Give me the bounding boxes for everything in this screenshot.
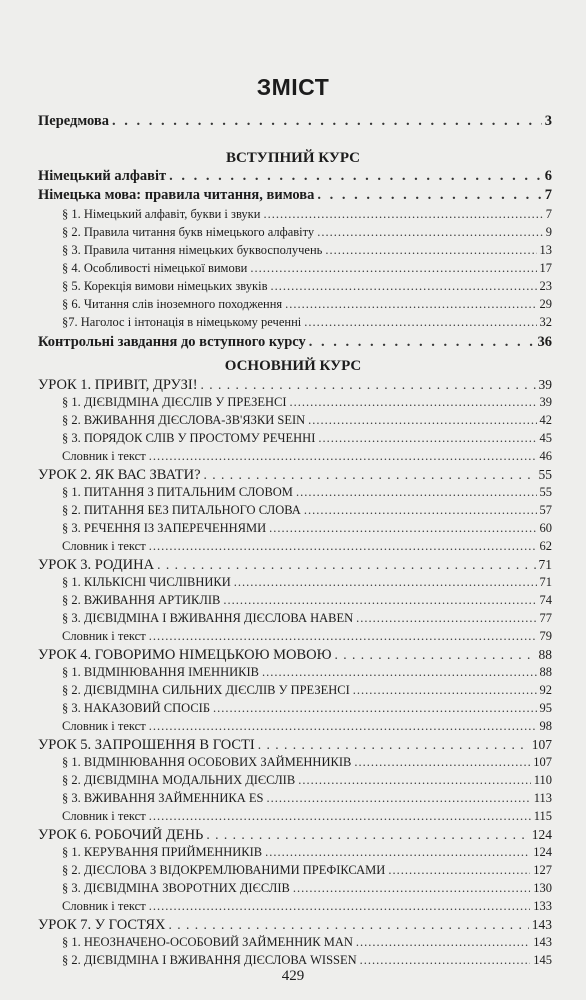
toc-subentry: § 2. ВЖИВАННЯ АРТИКЛІВ ..... 74 [38, 593, 552, 611]
toc-subentry: § 2. ДІЄСЛОВА З ВІДОКРЕМЛЮВАНИМИ ПРЕФІКСАМИ ..... 127 [38, 863, 552, 881]
toc-subentry: § 4. Особливості німецької вимови ..... 17 [38, 261, 552, 279]
toc-lesson: УРОК 2. ЯК ВАС ЗВАТИ? . . . 55 [38, 467, 552, 485]
toc-lesson: УРОК 4. ГОВОРИМО НІМЕЦЬКОЮ МОВОЮ . . . 88 [38, 647, 552, 665]
toc-subentry: Словник і текст ..... 98 [38, 719, 552, 737]
toc-subentry: § 1. ВІДМІНЮВАННЯ ОСОБОВИХ ЗАЙМЕННИКІВ ..... 107 [38, 755, 552, 773]
toc-subentry: § 3. ПОРЯДОК СЛІВ У ПРОСТОМУ РЕЧЕННІ ..... 45 [38, 431, 552, 449]
toc-subentry: § 3. Правила читання німецьких буквосполучень ..... 13 [38, 243, 552, 261]
toc-subentry: § 6. Читання слів іноземного походження ..... 29 [38, 297, 552, 315]
toc-subentry: § 3. ВЖИВАННЯ ЗАЙМЕННИКА ES ..... 113 [38, 791, 552, 809]
toc-subentry: § 1. КІЛЬКІСНІ ЧИСЛІВНИКИ ..... 71 [38, 575, 552, 593]
toc-lesson: УРОК 6. РОБОЧИЙ ДЕНЬ . . . 124 [38, 827, 552, 845]
toc-lesson: УРОК 7. У ГОСТЯХ . . . 143 [38, 917, 552, 935]
toc-entry: Німецький алфавіт . . . 6 [38, 168, 552, 188]
toc-subentry: § 2. ПИТАННЯ БЕЗ ПИТАЛЬНОГО СЛОВА ..... 57 [38, 503, 552, 521]
toc-subentry: § 2. ДІЄВІДМІНА І ВЖИВАННЯ ДІЄСЛОВА WISSEN ..... 145 [38, 953, 552, 971]
toc-entry: Контрольні завдання до вступного курсу . . . 36 [38, 334, 552, 354]
toc-subentry: § 1. ДІЄВІДМІНА ДІЄСЛІВ У ПРЕЗЕНСІ ..... 39 [38, 395, 552, 413]
toc-subentry: § 3. РЕЧЕННЯ ІЗ ЗАПЕРЕЧЕННЯМИ ..... 60 [38, 521, 552, 539]
toc-subentry: § 2. ДІЄВІДМІНА МОДАЛЬНИХ ДІЄСЛІВ ..... 110 [38, 773, 552, 791]
toc-subentry: § 1. НЕОЗНАЧЕНО-ОСОБОВИЙ ЗАЙМЕННИК MAN ..... 143 [38, 935, 552, 953]
toc-lesson: УРОК 3. РОДИНА . . . 71 [38, 557, 552, 575]
toc-subentry: § 2. ДІЄВІДМІНА СИЛЬНИХ ДІЄСЛІВ У ПРЕЗЕНСІ ..... 92 [38, 683, 552, 701]
section-heading-main: ОСНОВНИЙ КУРС [224, 358, 362, 374]
toc-lesson: УРОК 5. ЗАПРОШЕННЯ В ГОСТІ . . . 107 [38, 737, 552, 755]
section-heading-intro: ВСТУПНИЙ КУРС [225, 150, 361, 166]
toc-subentry: § 1. ПИТАННЯ З ПИТАЛЬНИМ СЛОВОМ ..... 55 [38, 485, 552, 503]
toc-subentry: § 2. ВЖИВАННЯ ДІЄСЛОВА-ЗВ'ЯЗКИ SEIN ..... 42 [38, 413, 552, 431]
toc-subentry: § 1. Німецький алфавіт, букви і звуки ..... 7 [38, 207, 552, 225]
toc-subentry: Словник і текст ..... 79 [38, 629, 552, 647]
toc-subentry: § 2. Правила читання букв німецького алфавіту ..... 9 [38, 225, 552, 243]
toc-subentry: § 3. ДІЄВІДМІНА І ВЖИВАННЯ ДІЄСЛОВА HABEN ..... 77 [38, 611, 552, 629]
page-number: 429 [281, 968, 305, 984]
toc-subentry: § 5. Корекція вимови німецьких звуків ..... 23 [38, 279, 552, 297]
toc-subentry: § 3. ДІЄВІДМІНА ЗВОРОТНИХ ДІЄСЛІВ ..... 130 [38, 881, 552, 899]
toc-subentry: Словник і текст ..... 46 [38, 449, 552, 467]
toc-lesson: УРОК 1. ПРИВІТ, ДРУЗІ! . . . 39 [38, 377, 552, 395]
toc-subentry: Словник і текст ..... 62 [38, 539, 552, 557]
toc-subentry: Словник і текст ..... 133 [38, 899, 552, 917]
page-title: ЗМІСТ [256, 74, 330, 100]
toc-entry: Німецька мова: правила читання, вимова . . . 7 [38, 187, 552, 207]
toc-subentry: Словник і текст ..... 115 [38, 809, 552, 827]
toc-entry-preface: Передмова . . . 3 [38, 113, 552, 133]
toc-subentry: § 1. КЕРУВАННЯ ПРИЙМЕННИКІВ ..... 124 [38, 845, 552, 863]
toc-subentry: §7. Наголос і інтонація в німецькому реченні ..... 32 [38, 315, 552, 333]
toc-subentry: § 1. ВІДМІНЮВАННЯ ІМЕННИКІВ ..... 88 [38, 665, 552, 683]
toc-subentry: § 3. НАКАЗОВИЙ СПОСІБ ..... 95 [38, 701, 552, 719]
